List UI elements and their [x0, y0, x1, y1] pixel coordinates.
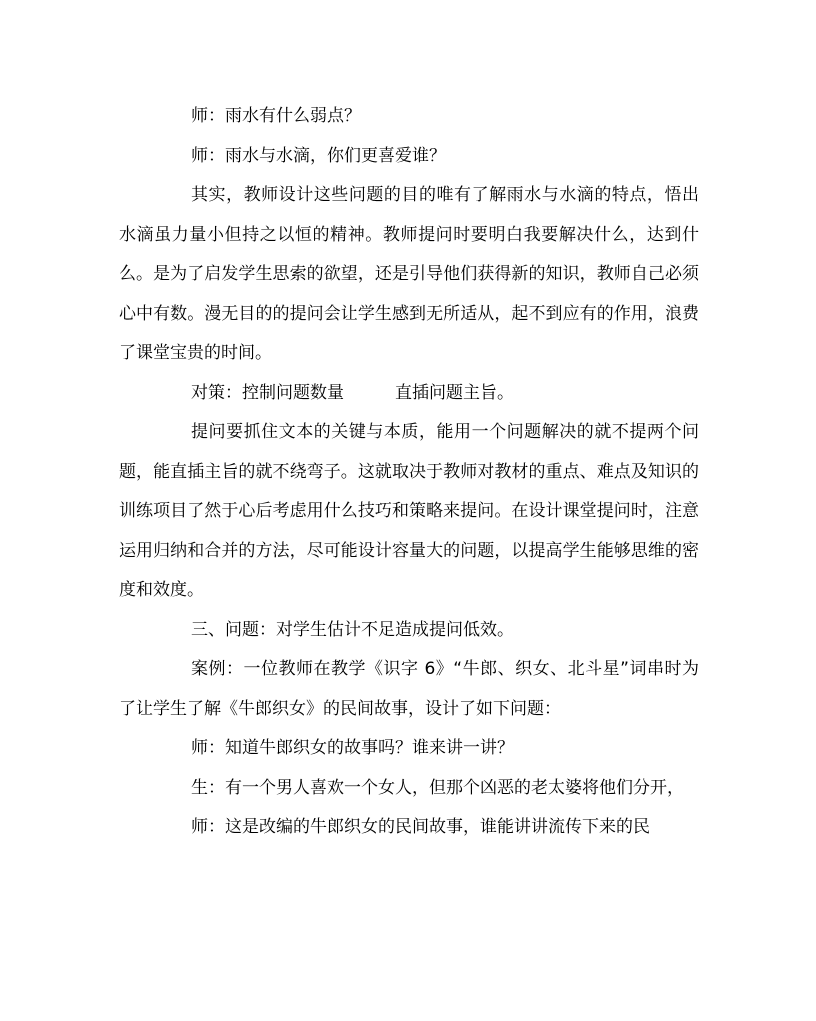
section-heading-three: 三、问题：对学生估计不足造成提问低效。: [191, 619, 514, 640]
paragraph-teacher-question-preference: 师：雨水与水滴，你们更喜爱谁？: [191, 145, 446, 166]
paragraph-teacher-ask-story: 师：知道牛郎织女的故事吗？谁来讲一讲？: [191, 738, 514, 758]
paragraph-student-answer: 生：有一个男人喜欢一个女人，但那个凶恶的老太婆将他们分开，: [191, 777, 684, 798]
paragraph-teacher-question-weakness: 师：雨水有什么弱点？: [191, 106, 361, 126]
document-body: [119, 97, 699, 848]
paragraph-teacher-followup: 师：这是改编的牛郎织女的民间故事，谁能讲讲流传下来的民: [191, 817, 650, 837]
paragraph-strategy-detail: 提问要抓住文本的关键与本质，能用一个问题解决的就不提两个问题，能直插主旨的就不绕弯子。这就取决于教师对教材的重点、难点及知识的训练项目了然于心后考虑用什么技巧和策略来提问。在设计课堂提问时，注意运用归纳和合并的方法，尽可能设计容量大的问题，以提高学生能够思维的密度和效度。: [119, 422, 699, 600]
paragraph-strategy: 对策：控制问题数量 直插问题主旨。: [191, 382, 514, 403]
paragraph-case: 案例：一位教师在教学《识字 6》“牛郎、织女、北斗星”词串时为了让学生了解《牛郎织女》的民间故事，设计了如下问题：: [119, 659, 699, 719]
paragraph-analysis: 其实，教师设计这些问题的目的唯有了解雨水与水滴的特点，悟出水滴虽力量小但持之以恒的精神。教师提问时要明白我要解决什么，达到什么。是为了启发学生思索的欲望，还是引导他们获得新的知识，教师自己必须心中有数。漫无目的的提问会让学生感到无所适从，起不到应有的作用，浪费了课堂宝贵的时间。: [119, 185, 699, 363]
